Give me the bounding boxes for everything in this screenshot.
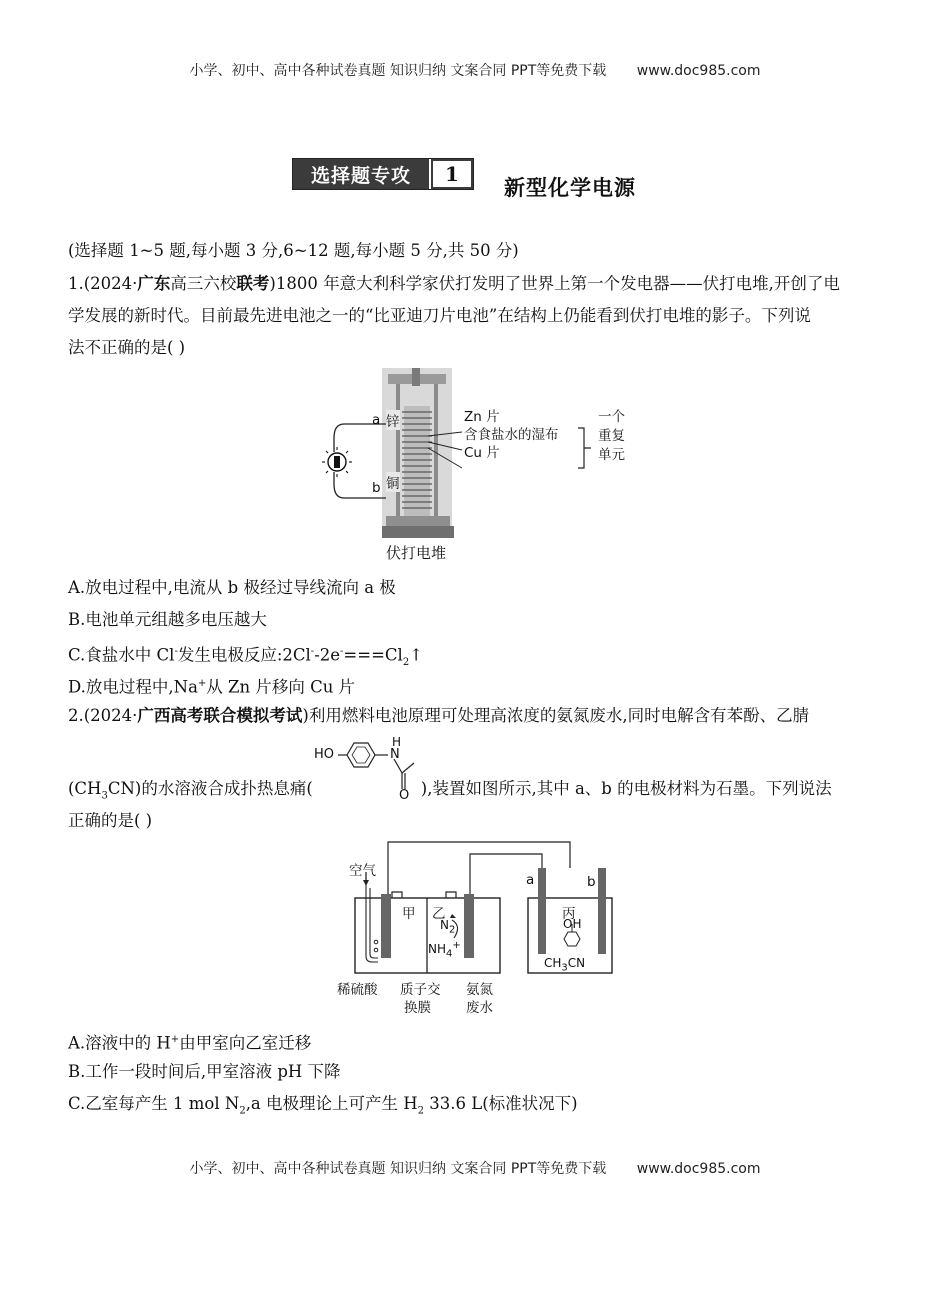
label-a: a [372, 412, 381, 428]
q1-option-d [68, 673, 888, 699]
mol-n: N [390, 747, 400, 762]
q2-option-b: B.工作一段时间后,甲室溶液 pH 下降 [68, 1062, 341, 1081]
q2l2-pre: (CH [68, 779, 102, 798]
q1-line1-rest: )1800 年意大利科学家伏打发明了世界上第一个发电器——伏打电堆,开创了电 [269, 274, 840, 293]
q1-source-prefix: 1.(2024· [68, 274, 138, 293]
title-text: 新型化学电源 [504, 176, 636, 200]
label-waste-1: 氨氮 [466, 982, 493, 998]
q2c-sub: 2 [239, 1105, 246, 1117]
q2l2-post: ),装置如图所示,其中 a、b 的电极材料为石墨。下列说法 [420, 779, 832, 798]
q2a-sup: + [170, 1034, 180, 1045]
q2c-sub2: 2 [417, 1105, 425, 1117]
label-copper: 铜 [386, 472, 400, 492]
q1-option-a: A.放电过程中,电流从 b 极经过导线流向 a 极 [68, 578, 396, 597]
q2-line1-rest: )利用燃料电池原理可处理高浓度的氨氮废水,同时电解含有苯酚、乙腈 [302, 706, 810, 725]
q2-source-bold: 广西高考联合模拟考试 [137, 706, 303, 725]
q1-source-bold2: 联考 [236, 274, 270, 293]
header-text: 小学、初中、高中各种试卷真题 知识归纳 文案合同 PPT等免费下载 [189, 63, 607, 79]
label-zinc: 锌 [386, 410, 400, 430]
q1c-sup2: - [310, 646, 315, 657]
q2-option-c [68, 1093, 888, 1122]
intro-line [68, 240, 888, 262]
label-unit-1: 一个 [598, 409, 625, 425]
title-badge-number: 1 [431, 159, 473, 189]
label-n2 [440, 918, 455, 935]
q1-option-b: B.电池单元组越多电压越大 [68, 610, 267, 629]
intro-mid1: ,每小题 [185, 241, 246, 260]
header-url[interactable]: www.doc985.com [636, 63, 761, 79]
intro-score1: 3 分 [245, 241, 279, 260]
label-zn-sheet: Zn 片 [464, 409, 500, 425]
nh4-sub: 4 [446, 948, 453, 960]
voltaic-pile-figure [316, 366, 646, 561]
pile-stack [402, 406, 432, 518]
footer-text: 小学、初中、高中各种试卷真题 知识归纳 文案合同 PPT等免费下载 [189, 1161, 607, 1177]
intro-score2: 5 分 [410, 241, 443, 260]
label-unit-3: 单元 [598, 447, 625, 463]
n2-text: N [440, 918, 449, 932]
q2c-post: 33.6 L(标准状况下) [424, 1094, 578, 1113]
q1d-pre: D.放电过程中,Na [68, 677, 198, 697]
title-badge-label: 选择题专攻 [293, 159, 431, 189]
label-bing: 丙 [562, 906, 576, 922]
page-header [0, 60, 950, 80]
ch3cn-pre: CH [544, 956, 562, 970]
q1d-post: 从 Zn 片移向 Cu 片 [206, 677, 356, 697]
label-membrane-1: 质子交 [400, 982, 441, 998]
label-unit-2: 重复 [598, 428, 625, 444]
q1c-arrow: ↑ [409, 645, 424, 665]
title-badge [292, 158, 474, 190]
label-membrane-2: 换膜 [404, 1000, 431, 1016]
figure1-caption: 伏打电堆 [386, 544, 447, 562]
q1c-mid2: -2e [314, 645, 341, 665]
label-oh: OH [563, 917, 582, 931]
label-acid: 稀硫酸 [337, 982, 378, 998]
label-cu-sheet: Cu 片 [464, 445, 500, 461]
label-electrode-a: a [526, 872, 535, 888]
q2l2-sub: 3 [101, 790, 108, 802]
label-wet-cloth: 含食盐水的湿布 [464, 427, 559, 443]
electrode-b [598, 868, 606, 954]
q1-option-c [68, 641, 888, 674]
q1c-sup3: - [340, 646, 344, 657]
q2-line3: 正确的是( ) [68, 811, 153, 830]
brace [578, 428, 591, 468]
n2-sub: 2 [448, 924, 456, 936]
label-electrode-b: b [587, 874, 596, 890]
mol-h: H [392, 735, 402, 749]
q2a-post: 由甲室向乙室迁移 [179, 1033, 312, 1053]
label-b: b [372, 480, 381, 496]
q1-line2: 学发展的新时代。目前最先进电池之一的“比亚迪刀片电池”在结构上仍能看到伏打电堆的影子。下列说 [68, 306, 811, 325]
electrode-yi [464, 894, 474, 958]
q2-source-prefix: 2.(2024· [68, 706, 138, 725]
q1c-sub: 2 [402, 656, 410, 668]
intro-mid3: 每小题 [355, 241, 411, 260]
intro-range1: 1~5 题 [129, 241, 186, 260]
section-title [292, 158, 712, 200]
label-ch3cn [544, 956, 585, 973]
electrode-jia [381, 894, 391, 958]
q1-source-bold: 广东 [137, 274, 171, 293]
electrode-a [538, 868, 546, 954]
q1c-mid: 发生电极反应:2Cl [177, 645, 311, 665]
intro-prefix: (选择题 [68, 241, 130, 260]
q1-line3: 法不正确的是( ) [68, 338, 186, 357]
label-waste-2: 废水 [466, 1000, 493, 1016]
mol-o: O [399, 788, 410, 803]
label-yi: 乙 [432, 906, 446, 922]
intro-mid2: ,6~12 题, [278, 241, 356, 260]
bulb-icon [322, 447, 352, 477]
q1d-sup: + [197, 678, 207, 689]
q2a-pre: A.溶液中的 H [68, 1033, 171, 1053]
q2-option-a [68, 1029, 888, 1055]
footer-url[interactable]: www.doc985.com [636, 1161, 761, 1177]
q2c-mid: ,a 电极理论上可产生 H [245, 1094, 418, 1113]
q1-source-mid: 高三六校 [170, 274, 237, 293]
q1-line1 [68, 273, 888, 295]
q2-line1 [68, 705, 888, 727]
q1c-sup: - [174, 646, 178, 657]
label-jia: 甲 [402, 906, 416, 922]
ch3cn-sub: 3 [561, 962, 568, 974]
intro-mid4: ,共 50 分) [442, 241, 519, 260]
label-nh4 [428, 940, 461, 959]
q2l2-mid: CN)的水溶液合成扑热息痛( [107, 779, 313, 798]
page-footer [0, 1158, 950, 1178]
q2-line2 [68, 778, 888, 807]
q2c-pre: C.乙室每产生 1 mol N [68, 1094, 240, 1113]
q1c-pre: C.食盐水中 Cl [68, 645, 175, 665]
nh4-text: NH [428, 942, 446, 956]
q1c-post: ===Cl [343, 645, 403, 665]
ch3cn-post: CN [567, 956, 586, 970]
nh4-sup: + [452, 940, 461, 951]
mol-ho: HO [314, 747, 335, 762]
label-air: 空气 [349, 863, 376, 879]
